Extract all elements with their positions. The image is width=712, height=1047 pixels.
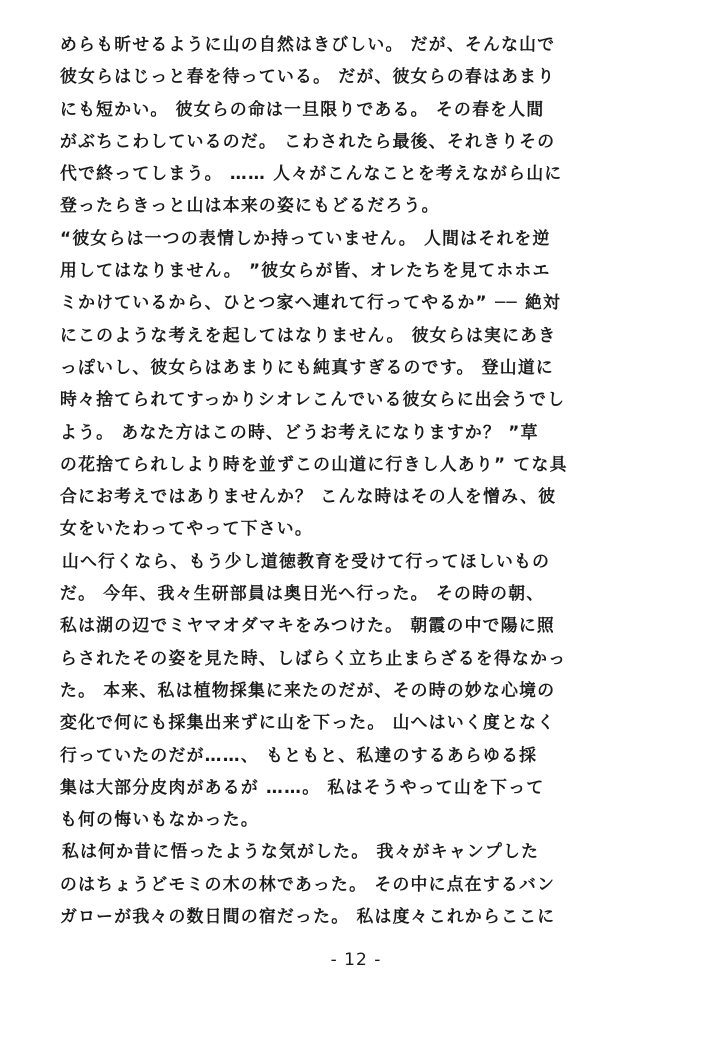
- text-line: だ。 今年、我々生研部員は奥日光へ行った。 その時の朝、: [60, 583, 545, 604]
- text-line: 私は湖の辺でミヤマオダマキをみつけた。 朝霞の中で陽に照: [60, 615, 556, 636]
- text-line: 私は何か昔に悟ったような気がした。 我々がキャンプした: [62, 841, 540, 862]
- text-line: 時々捨てられてすっかりシオレこんでいる彼女らに出会うでし: [60, 389, 566, 410]
- text-line: た。 本来、私は植物採集に来たのだが、その時の妙な心境の: [60, 679, 556, 700]
- text-line: ミかけているから、ひとつ家へ連れて行ってやるか” ── 絶対: [60, 292, 562, 313]
- text-line: にも短かい。 彼女らの命は一旦限りである。 その春を人間: [60, 98, 545, 119]
- text-line: 集は大部分皮肉があるが ……。 私はそうやって山を下って: [60, 776, 545, 797]
- text-line: にこのような考えを起してはなりません。 彼女らは実にあき: [60, 324, 557, 345]
- text-line: 変化で何にも採集出来ずに山を下った。 山へはいく度となく: [60, 712, 556, 733]
- text-line: 代で終ってしまう。 …… 人々がこんなことを考えながら山に: [60, 163, 563, 184]
- text-line: 合にお考えではありませんか？ こんな時はその人を憎み、彼: [60, 486, 557, 507]
- text-line: めらも昕せるように山の自然はきびしい。 だが、そんな山で: [60, 34, 556, 54]
- text-line: 山へ行くなら、もう少し道徳教育を受けて行ってほしいもの: [62, 550, 551, 571]
- text-line: 彼女らはじっと春を待っている。 だが、彼女らの春はあまり: [60, 66, 556, 87]
- text-line: らされたその姿を見た時、しばらく立ち止まらざるを得なかっ: [60, 647, 567, 668]
- text-line: のはちょうどモミの木の林であった。 その中に点在するバン: [60, 873, 556, 894]
- text-line: がぶちこわしているのだ。 こわされたら最後、それきりその: [60, 130, 556, 151]
- text-line: 登ったらきっと山は本来の姿にもどるだろう。: [60, 195, 440, 216]
- text-line: っぽいし、彼女らはあまりにも純真すぎるのです。 登山道に: [60, 356, 554, 377]
- text-line: “彼女らは一つの表情しか持っていません。 人間はそれを逆: [60, 227, 551, 248]
- text-line: 女をいたわってやって下さい。: [60, 518, 313, 539]
- text-line: 用してはなりません。 ”彼女らが皆、オレたちを見てホホエ: [60, 260, 551, 281]
- body-text: [60, 28, 660, 932]
- text-line: も何の悔いもなかった。: [60, 809, 259, 830]
- text-line: の花捨てられしより時を並ずこの山道に行きし人あり” てな具: [60, 453, 568, 474]
- text-line: 行っていたのだが……、 もともと、私達のするあらゆる採: [60, 744, 538, 765]
- text-line: よう。 あなた方はこの時、どうお考えになりますか？ ”草: [60, 421, 539, 442]
- text-line: ガローが我々の数日間の宿だった。 私は度々これからここに: [60, 906, 556, 927]
- page-number: - 12 -: [330, 950, 382, 970]
